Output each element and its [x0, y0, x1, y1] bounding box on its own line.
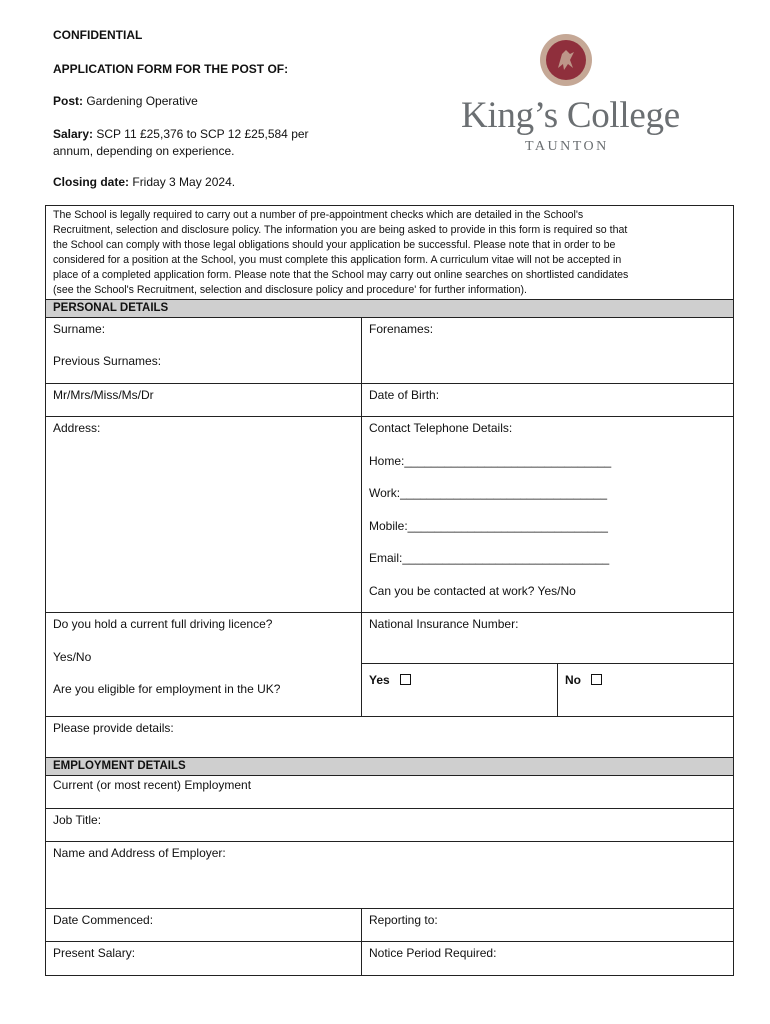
job-title-row: [46, 809, 733, 842]
logo-subtitle: TAUNTON: [525, 139, 609, 154]
salary-label: Salary:: [53, 127, 94, 141]
form-title: APPLICATION FORM FOR THE POST OF:: [53, 62, 289, 76]
ni-eligible-column: [361, 613, 733, 716]
surname-field[interactable]: Surname: Previous Surnames:: [46, 318, 361, 383]
salary-value-line2: annum, depending on experience.: [53, 144, 235, 158]
mobile-phone-field[interactable]: Mobile:______________________________: [369, 518, 608, 533]
name-row: [46, 318, 733, 384]
home-phone-field[interactable]: Home:_______________________________: [369, 453, 612, 468]
post-line: [53, 94, 198, 108]
details-row: [46, 717, 733, 757]
reporting-to-field[interactable]: Reporting to:: [361, 909, 733, 941]
closing-line: [53, 175, 235, 189]
application-form: [45, 205, 734, 976]
driving-row: [46, 613, 733, 717]
college-logo: [455, 30, 695, 160]
closing-label: Closing date:: [53, 175, 130, 189]
employment-details-header: EMPLOYMENT DETAILS: [46, 757, 733, 776]
title-row: [46, 384, 733, 417]
personal-details-header: PERSONAL DETAILS: [46, 299, 733, 318]
no-checkbox[interactable]: [591, 674, 602, 685]
notice-period-field[interactable]: Notice Period Required:: [361, 942, 733, 975]
address-row: [46, 417, 733, 613]
crest-icon: [540, 34, 592, 86]
current-employment-row: [46, 776, 733, 809]
eligible-yes-option[interactable]: Yes: [362, 664, 557, 716]
email-field[interactable]: Email:_______________________________: [369, 551, 610, 565]
driving-field[interactable]: Do you hold a current full driving licence? Yes/No Are you eligible for employment in the UK?: [46, 613, 361, 716]
employer-row: [46, 842, 733, 909]
ni-field[interactable]: National Insurance Number:: [362, 613, 733, 664]
previous-surnames-field[interactable]: Previous Surnames:: [53, 354, 162, 368]
date-commenced-row: [46, 909, 733, 942]
post-value: Gardening Operative: [86, 94, 198, 108]
eligible-question: Are you eligible for employment in the UK?: [53, 682, 281, 696]
salary-row: [46, 942, 733, 975]
post-label: Post:: [53, 94, 83, 108]
forenames-field[interactable]: Forenames:: [361, 318, 733, 383]
eligible-no-option[interactable]: No: [557, 664, 733, 716]
contact-at-work-field[interactable]: Can you be contacted at work? Yes/No: [369, 583, 576, 598]
closing-value: Friday 3 May 2024.: [132, 175, 236, 189]
title-field[interactable]: Mr/Mrs/Miss/Ms/Dr: [53, 388, 154, 402]
salary-value-line1: SCP 11 £25,376 to SCP 12 £25,584 per: [96, 127, 309, 141]
current-employment-label: Current (or most recent) Employment: [53, 778, 252, 792]
logo-name: King’s College: [461, 95, 680, 136]
intro-text: The School is legally required to carry out a number of pre-appointment checks which are detailed in the School's Recruitment, selection and disclosure policy. The information you are being asked to provide in this form is required so that the School can comply with those legal obligations should your application be successful. Please note that in order to be considered for a position at the School, you must complete this application form. A curriculum vitae will not be accepted in place of a completed application form. Please note that the School may carry out online searches on shortlisted candidates (see the School's Recruitment, selection and disclosure policy and procedure' for further information).: [53, 209, 629, 296]
dob-field[interactable]: Date of Birth:: [361, 384, 733, 416]
driving-answer[interactable]: Yes/No: [53, 649, 92, 664]
address-field[interactable]: Address:: [53, 421, 101, 435]
confidential-label: CONFIDENTIAL: [53, 28, 143, 42]
present-salary-field[interactable]: Present Salary:: [53, 946, 136, 960]
job-title-field[interactable]: Job Title:: [53, 813, 102, 827]
details-field[interactable]: Please provide details:: [53, 721, 174, 735]
yes-checkbox[interactable]: [400, 674, 411, 685]
work-phone-field[interactable]: Work:_______________________________: [369, 486, 608, 500]
date-commenced-field[interactable]: Date Commenced:: [53, 913, 154, 927]
employer-field[interactable]: Name and Address of Employer:: [53, 846, 226, 860]
salary-line: [53, 126, 309, 160]
contact-label: Contact Telephone Details:: [369, 421, 513, 435]
contact-details: [361, 417, 733, 612]
